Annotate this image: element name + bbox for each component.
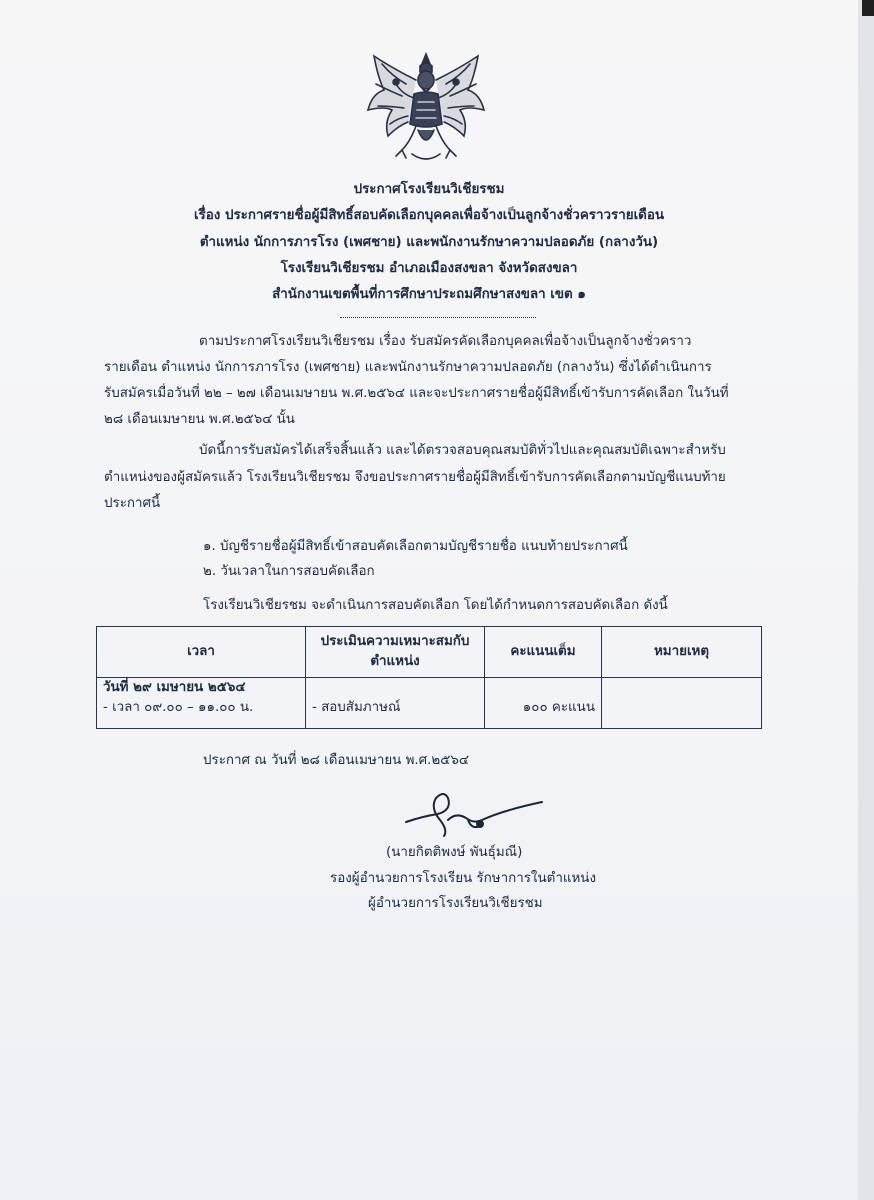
paragraph1-line: ตามประกาศโรงเรียนวิเชียรชม เรื่อง รับสมัครคัดเลือกบุคคลเพื่อจ้างเป็นลูกจ้างชั่วคราว <box>199 334 692 349</box>
schedule-intro: โรงเรียนวิเชียรชม จะดำเนินการสอบคัดเลือก โดยได้กำหนดการสอบคัดเลือก ดังนี้ <box>203 598 668 613</box>
signer-title: รองผู้อำนวยการโรงเรียน รักษาการในตำแหน่ง <box>330 871 596 886</box>
exam-date: วันที่ ๒๙ เมษายน ๒๕๖๔ <box>103 680 246 695</box>
office-line: สำนักงานเขตพื้นที่การศึกษาประถมศึกษาสงขลา เขต ๑ <box>272 287 586 302</box>
signer-name: (นายกิตติพงษ์ พันธุ์มณี) <box>386 845 523 860</box>
paragraph2-line: บัดนี้การรับสมัครได้เสร็จสิ้นแล้ว และได้ตรวจสอบคุณสมบัติทั่วไปและคุณสมบัติเฉพาะสำหรับ <box>199 443 726 458</box>
signature-mark <box>404 790 546 840</box>
table-header-row <box>97 627 762 678</box>
full-score: ๑๐๐ คะแนน <box>522 700 595 715</box>
list-item: ๒. วันเวลาในการสอบคัดเลือก <box>203 564 375 579</box>
schedule-table <box>96 626 762 729</box>
paragraph1-line: รับสมัครเมื่อวันที่ ๒๒ – ๒๗ เดือนเมษายน พ.ศ.๒๕๖๔ และจะประกาศรายชื่อผู้มีสิทธิ์เข้ารับการคัดเลือก ในวันที่ <box>104 386 729 401</box>
paragraph1-line: รายเดือน ตำแหน่ง นักการภารโรง (เพศชาย) และพนักงานรักษาความปลอดภัย (กลางวัน) ซึ่งได้ดำเนินการ <box>104 360 712 375</box>
paragraph2-line: ตำแหน่งของผู้สมัครแล้ว โรงเรียนวิเชียรชม จึงขอประกาศรายชื่อผู้มีสิทธิ์เข้ารับการคัดเลือกตามบัญชีแนบท้าย <box>104 470 726 485</box>
subject-line: เรื่อง ประกาศรายชื่อผู้มีสิทธิ์สอบคัดเลือกบุคคลเพื่อจ้างเป็นลูกจ้างชั่วคราวรายเดือน <box>193 208 665 223</box>
cell-score <box>485 678 602 729</box>
school-line: โรงเรียนวิเชียรชม อำเภอเมืองสงขลา จังหวัดสงขลา <box>280 261 578 276</box>
header-score: คะแนนเต็ม <box>485 627 602 678</box>
cell-time <box>97 678 306 729</box>
exam-time: - เวลา ๐๙.๐๐ – ๑๑.๐๐ น. <box>103 700 254 715</box>
signer-title: ผู้อำนวยการโรงเรียนวิเชียรชม <box>368 896 543 911</box>
garuda-emblem-icon <box>362 50 490 166</box>
header-time: เวลา <box>97 627 306 678</box>
header-divider <box>340 317 536 318</box>
table-row <box>97 678 762 729</box>
cell-note <box>602 678 762 729</box>
header-note: หมายเหตุ <box>602 627 762 678</box>
position-line: ตำแหน่ง นักการภารโรง (เพศชาย) และพนักงานรักษาความปลอดภัย (กลางวัน) <box>199 235 659 250</box>
assessment-method: - สอบสัมภาษณ์ <box>312 700 401 715</box>
cell-assessment <box>306 678 485 729</box>
scan-corner <box>862 0 874 16</box>
announce-date: ประกาศ ณ วันที่ ๒๘ เดือนเมษายน พ.ศ.๒๕๖๔ <box>203 753 470 768</box>
list-item: ๑. บัญชีรายชื่อผู้มีสิทธิ์เข้าสอบคัดเลือกตามบัญชีรายชื่อ แนบท้ายประกาศนี้ <box>203 539 628 554</box>
paragraph2-line: ประกาศนี้ <box>104 496 161 511</box>
header-assessment: ประเมินความเหมาะสมกับ ตำแหน่ง <box>306 627 485 678</box>
document-title: ประกาศโรงเรียนวิเชียรชม <box>353 182 505 197</box>
paragraph1-line: ๒๘ เดือนเมษายน พ.ศ.๒๕๖๔ นั้น <box>104 412 295 427</box>
scan-edge <box>858 0 874 1200</box>
